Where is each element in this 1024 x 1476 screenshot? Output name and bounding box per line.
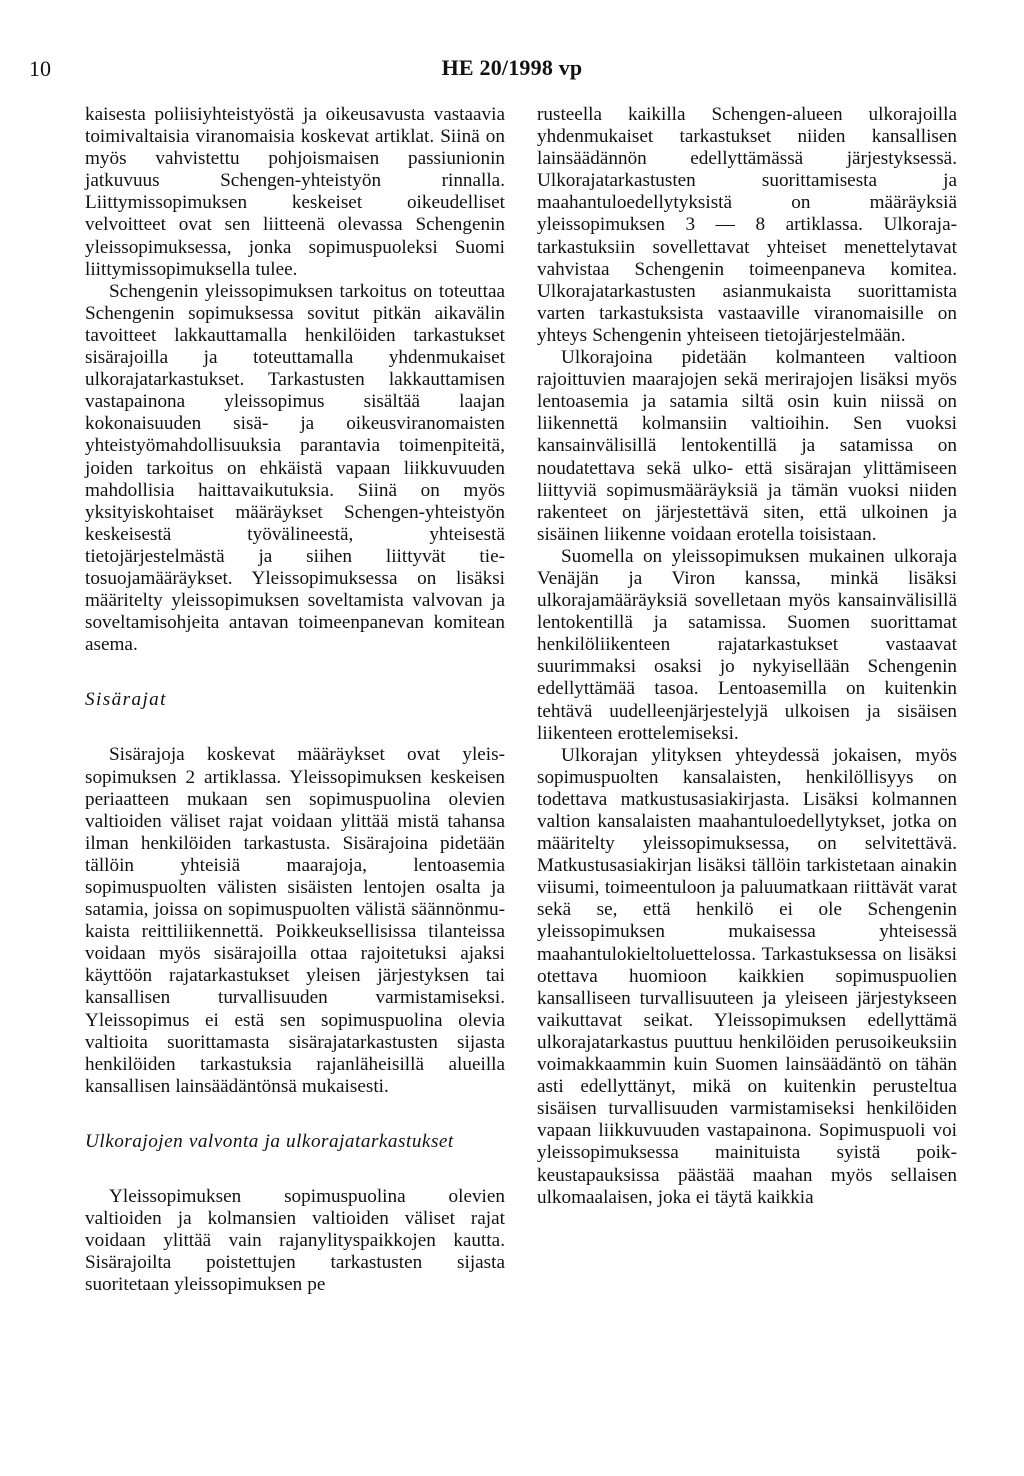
section-heading-sisarajat: Sisärajat: [85, 689, 167, 711]
page-number: 10: [29, 56, 51, 81]
paragraph: Schengenin yleissopimuksen tarkoitus on toteuttaa Schengenin sopimuksessa sovitut pitkän aikavälin tavoitteet lakkauttamalla henkilöiden tarkastukset sisärajoilla ja toteuttamalla yhdenmukaiset ulkorajatarkastukset. Tarkastusten lakkauttamisen vastapainona yleissopimus sisältää laajan kokonaisuuden sisä- ja oikeusviranomaisten yhteistyömahdollisuuksia parantavia toimenpiteitä, joiden tarkoitus on ehkäistä vapaan liikkuvuuden mahdollisia haittavaikutuksia. Siinä on myös yksityiskohtaiset määräykset Schengen-yhteistyön keskeisestä työvälineestä, yhteisestä tietojärjestelmästä ja siihen liittyvät tietosuojamääräykset. Yleissopimuksessa on lisäksi määritelty yleissopimuksen soveltamista valvovan ja soveltamisohjeita antavan toimeenpanevan komitean asema.: [85, 280, 505, 656]
paragraph: Suomella on yleissopimuksen mukainen ulkoraja Venäjän ja Viron kanssa, minkä lisäksi ulkorajamääräyksiä sovelletaan myös kansainvälisillä lentokentillä ja satamissa. Suomen suorittamat henkilöliikenteen rajatarkastukset vastaavat suurimmaksi osaksi jo nykyisellään Schengenin edellyttämää tasoa. Lentoasemilla on kuitenkin tehtävä uudelleenjärjestelyjä ulkoisen ja sisäisen liikenteen erottelemiseksi.: [537, 545, 957, 744]
paragraph: Sisärajoja koskevat määräykset ovat yleissopimuksen 2 artiklassa. Yleissopimuksen keskeisen periaatteen mukaan sen sopimuspuolina olevien valtioiden väliset rajat voidaan ylittää mistä tahansa ilman henkilöiden tarkastusta. Sisärajoina pidetään tällöin yhteisiä maarajoja, lentoasemia sopimuspuolten välisten sisäisten lentojen osalta ja satamia, joissa on sopimuspuolten välistä säännönmukaista reittiliikennettä. Poikkeuksellisissa tilanteissa voidaan myös sisärajoilla ottaa rajoitetuksi ajaksi käyttöön rajatarkastukset yleisen järjestyksen tai kansallisen turvallisuuden varmistamiseksi. Yleissopimus ei estä sen sopimuspuolina olevia valtioita suorittamasta sisärajatarkastusten sijasta henkilöiden tarkastuksia rajanläheisillä alueilla kansallisen lainsäädäntönsä mukaisesti.: [85, 744, 505, 1097]
paragraph: Ulkorajoina pidetään kolmanteen valtioon rajoittuvien maarajojen sekä merirajojen lisäksi myös lentoasemia ja satamia siltä osin kuin niissä on liikennettä kolmansiin valtioihin. Sen vuoksi kansainvälisillä lentokentillä ja satamissa on noudatettava sekä ulko- että sisärajan ylittämiseen liittyviä sopimusmääräyksiä ja tämän vuoksi niiden rakenteet on järjestettävä siten, että ulkoinen ja sisäinen liikenne voidaan erotella toisistaan.: [537, 347, 957, 545]
right-column: [537, 104, 957, 1209]
running-header: HE 20/1998 vp: [441, 55, 583, 80]
paragraph: kaisesta poliisiyhteistyöstä ja oikeusavusta vastaavia toimivaltaisia viranomaisia koskevat artiklat. Siinä on myös vahvistettu pohjoismaisen passiunionin jatkuvuus Schengen-yhteistyön rinnalla. Liittymissopimuksen keskeiset oikeudelliset velvoitteet ovat sen liitteenä olevassa Schengenin yleissopimuksessa, jonka sopimuspuoleksi Suomi liittymissopimuksella tulee.: [85, 104, 505, 280]
paragraph: Yleissopimuksen sopimuspuolina olevien valtioiden ja kolmansien valtioiden väliset rajat voidaan ylittää vain rajanylityspaikkojen kautta. Sisärajoilta poistettujen tarkastusten sijasta suoritetaan yleissopimuksen pe: [85, 1186, 505, 1296]
paragraph: Ulkorajan ylityksen yhteydessä jokaisen, myös sopimuspuolten kansalaisten, henkilöllisyys on todettava matkustusasiakirjasta. Lisäksi kolmannen valtion kansalaisten maahantuloedellytykset, jotka on määritelty yleissopimuksessa, on selvitettävä. Matkustusasiakirjan lisäksi tällöin tarkistetaan ainakin viisumi, toimeentuloon ja paluumatkaan riittävät varat sekä se, että henkilö ei ole Schengenin yleissopimuksen mukaisessa yhteisessä maahantulokieltoluettelossa. Tarkastuksessa on lisäksi otettava huomioon kaikkien sopimuspuolien kansalliseen turvallisuuteen ja yleiseen järjestykseen vaikuttavat seikat. Yleissopimuksen edellyttämä ulkorajatarkastus puuttuu henkilöiden perusoikeuksiin voimakkaammin kuin Suomen lainsäädäntö on tähän asti edellyttänyt, mikä on kuitenkin perusteltua sisäisen turvallisuuden varmistamiseksi henkilöiden vapaan liikkuvuuden vastapainona. Sopimuspuoli voi yleissopimuksessa mainituista syistä poikkeustapauksissa päästää maahan myös sellaisen ulkomaalaisen, joka ei täytä kaikkia: [537, 744, 957, 1208]
paragraph: rusteella kaikilla Schengen-alueen ulkorajoilla yhdenmukaiset tarkastukset niiden kansallisen lainsäädännön edellyttämässä järjestyksessä. Ulkorajatarkastusten suorittamisesta ja maahantuloedellytyksistä on määräyksiä yleissopimuksen 3 — 8 artiklassa. Ulkorajatarkastuksiin sovellettavat yhteiset menettelytavat vahvistaa Schengenin toimeenpaneva komitea. Ulkorajatarkastusten asianmukaista suorittamista varten tarkastuksista vastaaville viranomaisille on yhteys Schengenin yhteiseen tietojärjestelmään.: [537, 104, 957, 346]
section-heading-ulkorajat: Ulkorajojen valvonta ja ulkorajatarkastukset: [85, 1130, 454, 1152]
left-column: [85, 104, 505, 1297]
